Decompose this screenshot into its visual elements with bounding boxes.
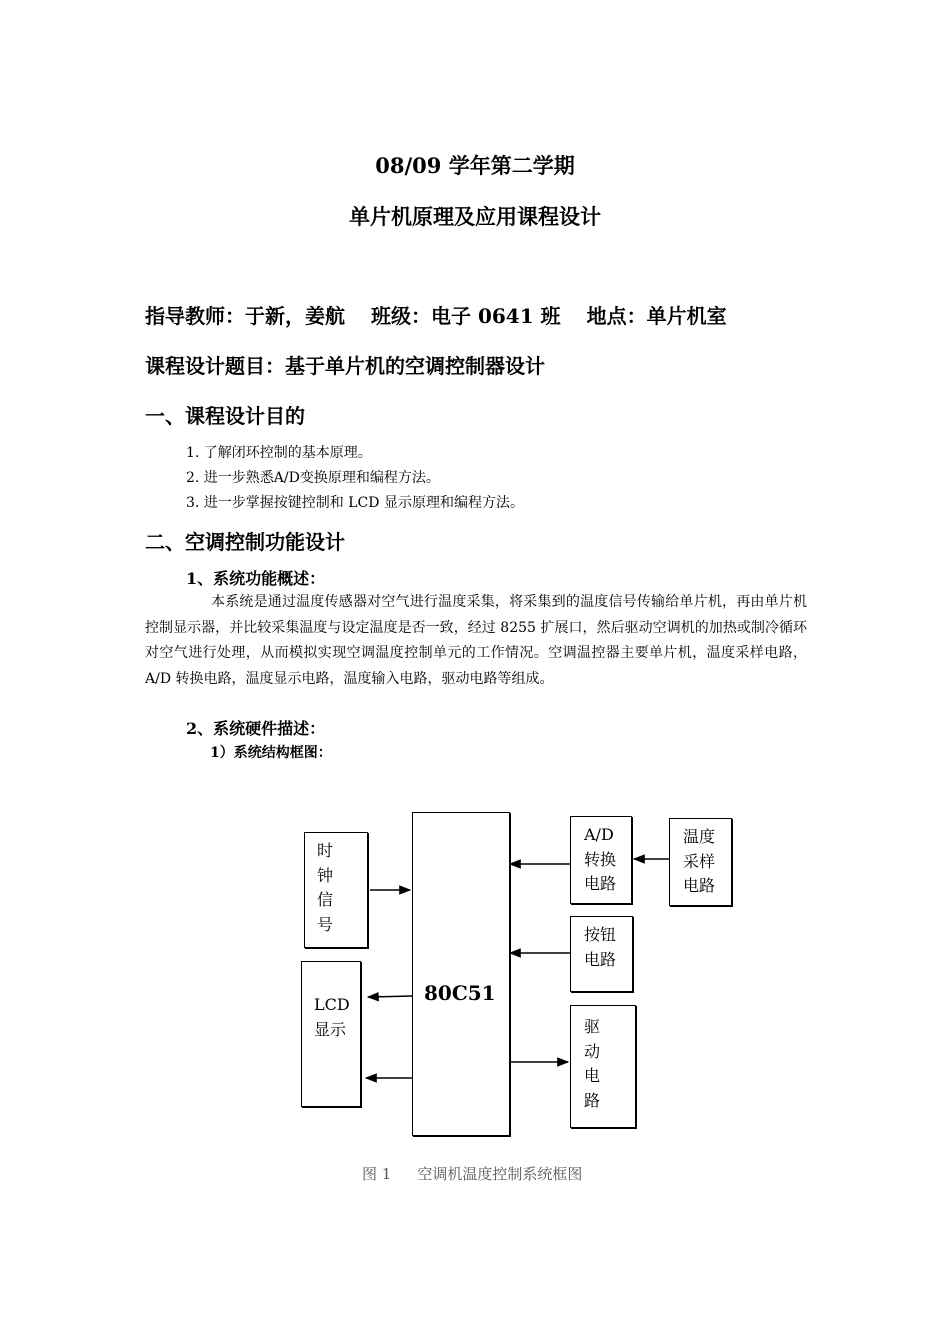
button-circuit-label: 按钮电路 bbox=[584, 925, 617, 969]
list-item: 2. 进一步熟悉A/D变换原理和编程方法。 bbox=[186, 470, 440, 486]
clock-signal-box bbox=[304, 832, 368, 948]
button-circuit-box bbox=[570, 916, 633, 992]
system-overview-paragraph: 本系统是通过温度传感器对空气进行温度采集，将采集到的温度信号传输给单片机，再由单片机控制显示器，并比较采集温度与设定温度是否一致，经过 8255 扩展口，然后驱动空调机的加热或制冷循环对空气进行处理，从而模拟实现空调温度控制单元的工作情况。空调温控器主要单片机，温度采样电路，A/D 转换电路，温度显示电路，温度输入电路，驱动电路等组成。 bbox=[145, 594, 807, 687]
subsection-1-heading: 1、系统功能概述： bbox=[186, 569, 326, 588]
list-item: 1. 了解闭环控制的基本原理。 bbox=[186, 445, 372, 461]
place-info: 地点：单片机室 bbox=[586, 304, 727, 328]
section1-heading: 一、课程设计目的 bbox=[145, 404, 305, 428]
mcu-80c51-label: 80C51 bbox=[424, 981, 496, 1005]
driver-circuit-box bbox=[570, 1005, 636, 1128]
figure-caption-text: 空调机温度控制系统框图 bbox=[417, 1165, 583, 1183]
subsection-2-1-heading: 1）系统结构框图： bbox=[210, 745, 332, 761]
figure-number: 图 1 bbox=[362, 1165, 392, 1183]
subsection-2-heading: 2、系统硬件描述： bbox=[186, 719, 326, 738]
class-info: 班级：电子 0641 班 bbox=[371, 304, 561, 328]
temp-sampling-box bbox=[669, 818, 732, 906]
figure-caption bbox=[362, 1163, 582, 1184]
teacher-info: 指导教师：于新，姜航 bbox=[145, 304, 345, 328]
arrow-mcu-to-lcd-top bbox=[368, 996, 412, 997]
lcd-display-label: LCD 显示 bbox=[314, 995, 350, 1039]
design-topic: 课程设计题目：基于单片机的空调控制器设计 bbox=[145, 354, 545, 378]
clock-signal-label: 时钟信号 bbox=[317, 841, 334, 934]
driver-circuit-label: 驱动电路 bbox=[584, 1017, 601, 1110]
semester-title: 08/09 学年第二学期 bbox=[375, 153, 575, 178]
adc-circuit-box bbox=[570, 816, 632, 904]
temp-sampling-label: 温度采样电路 bbox=[683, 827, 716, 895]
course-title: 单片机原理及应用课程设计 bbox=[349, 204, 601, 229]
mcu-80c51-box bbox=[412, 812, 510, 1136]
adc-circuit-label: A/D 转换电路 bbox=[584, 825, 617, 893]
list-item: 3. 进一步掌握按键控制和 LCD 显示原理和编程方法。 bbox=[186, 495, 524, 511]
section2-heading: 二、空调控制功能设计 bbox=[145, 530, 345, 554]
lcd-display-box bbox=[301, 961, 361, 1107]
